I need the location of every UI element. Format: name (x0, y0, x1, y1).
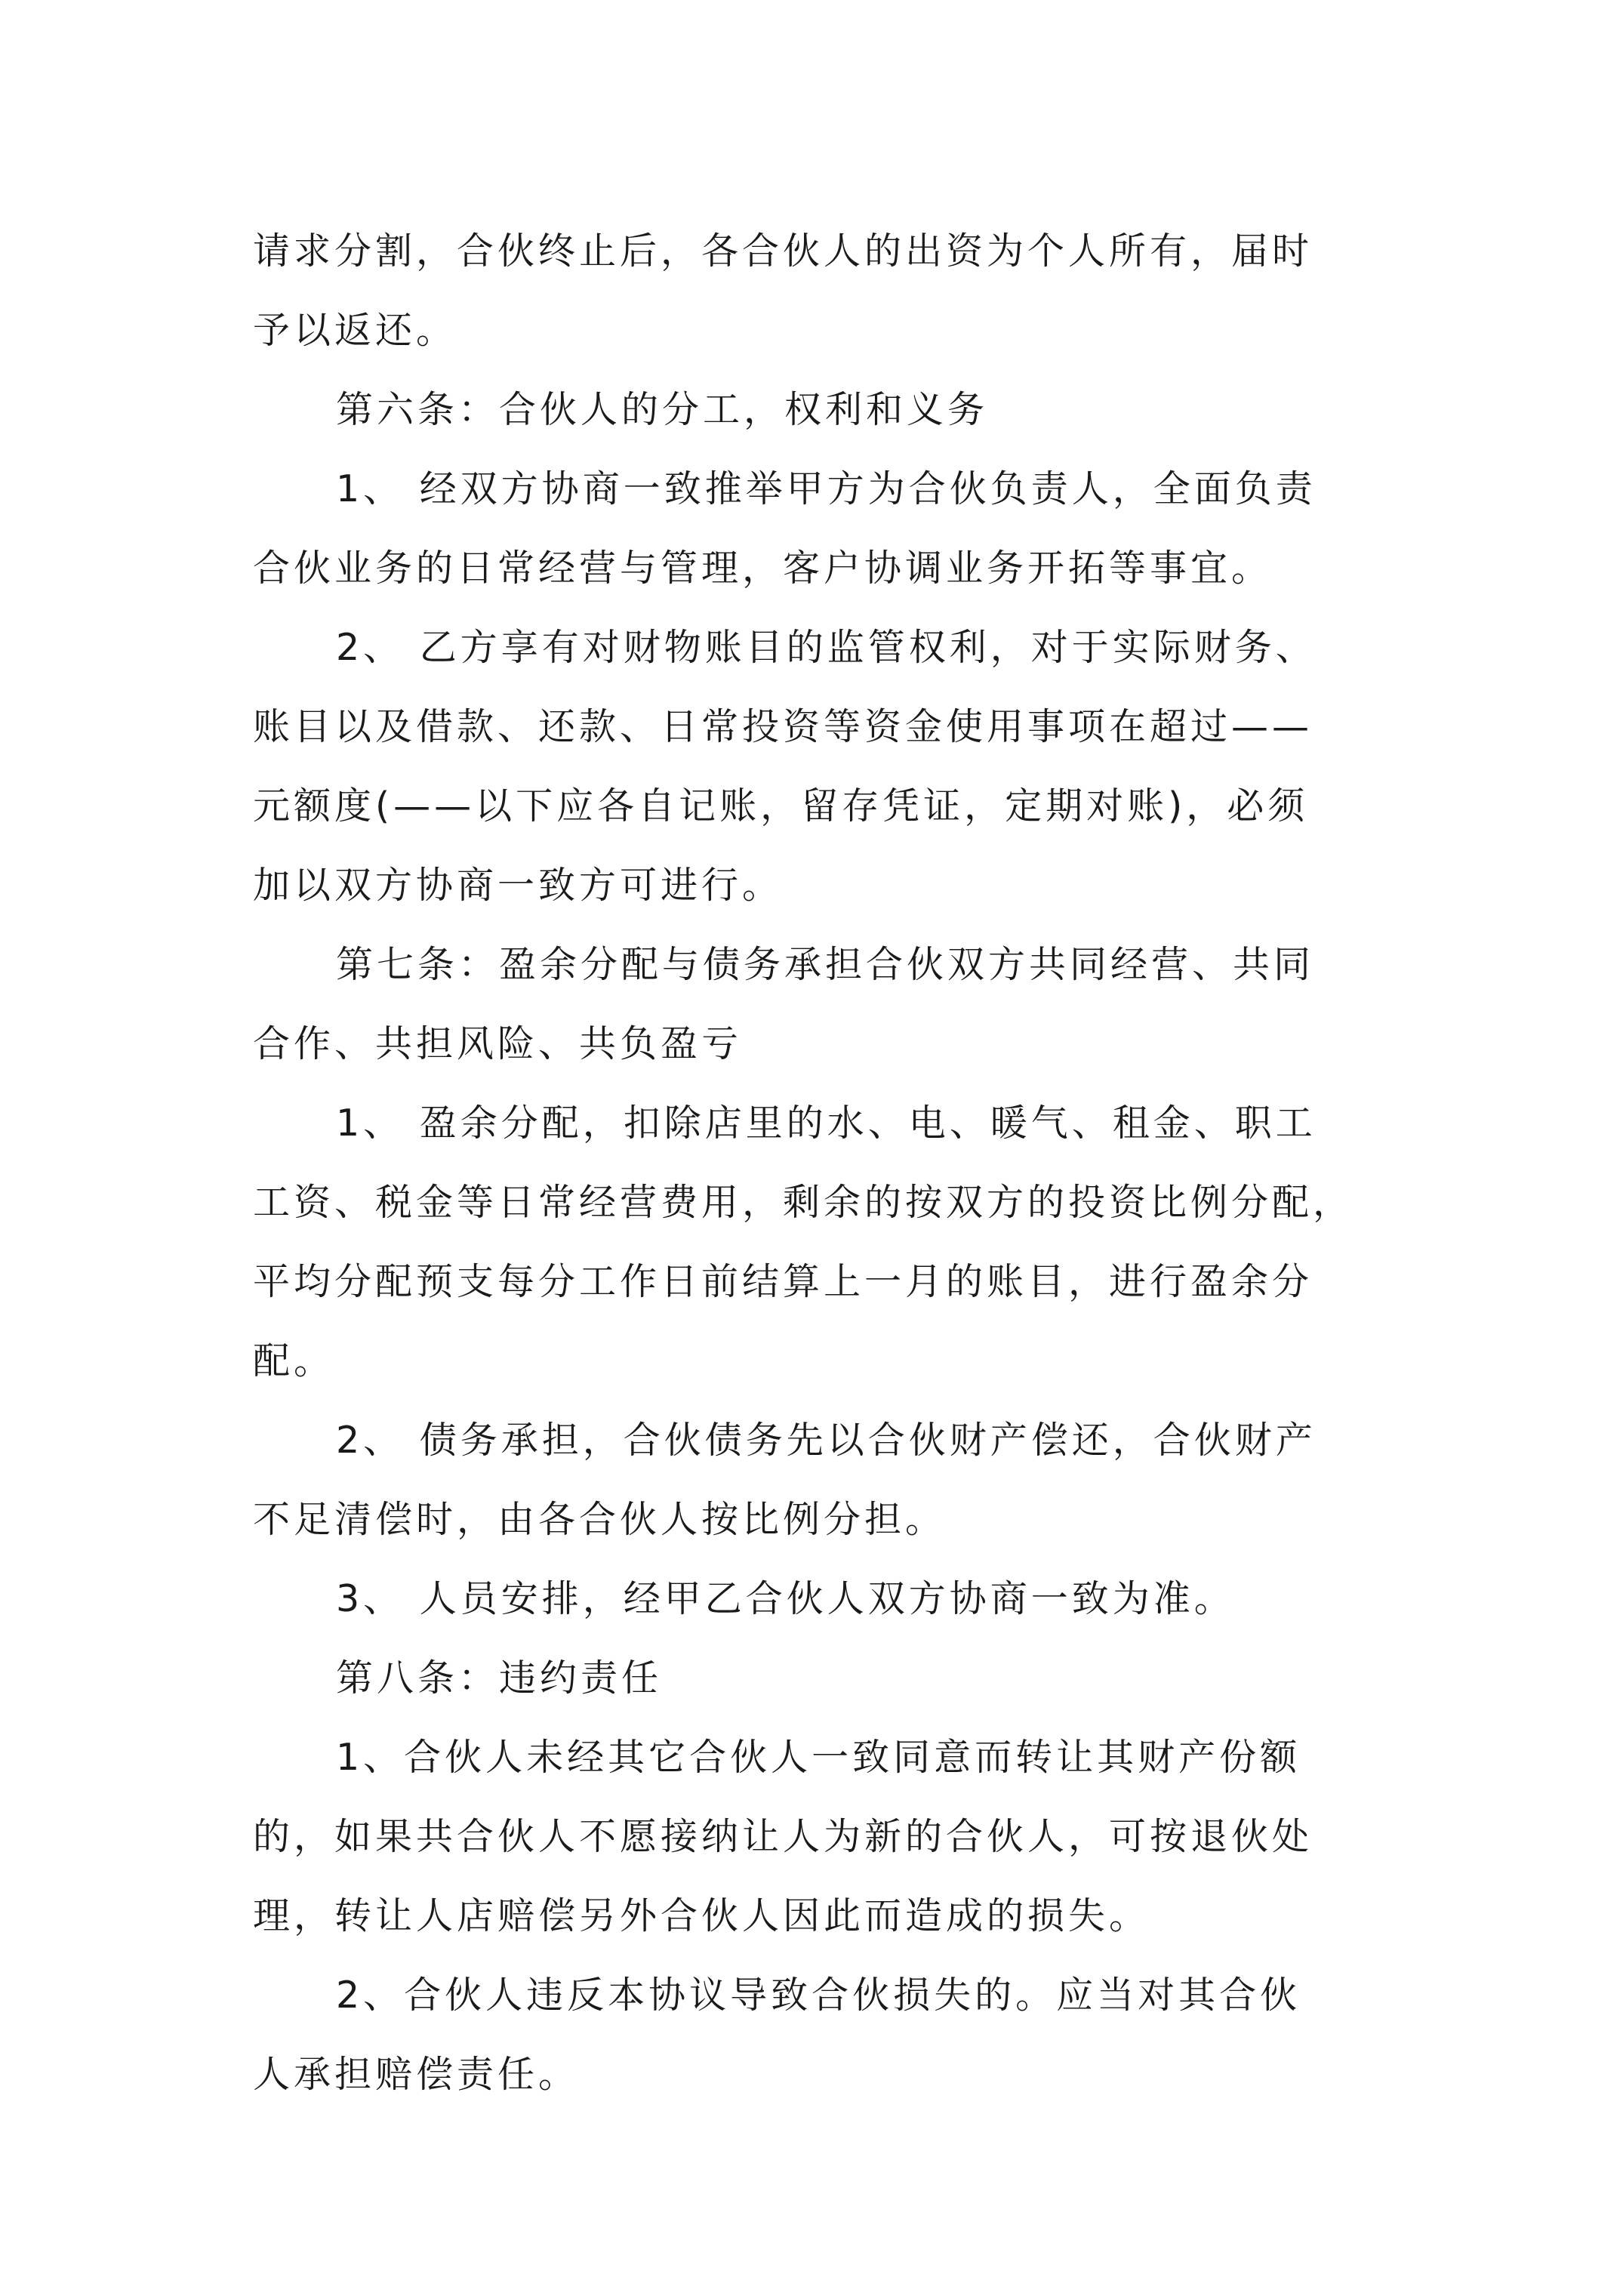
text-line: 1、 盈余分配，扣除店里的水、电、暖气、租金、职工 (336, 1102, 1317, 1145)
text-line: 加以双方协商一致方可进行。 (253, 864, 784, 907)
text-line: 工资、税金等日常经营费用，剩余的按双方的投资比例分配， (253, 1181, 1354, 1224)
article-heading: 第八条：违约责任 (336, 1657, 663, 1700)
text-line: 2、 债务承担，合伙债务先以合伙财产偿还，合伙财产 (336, 1419, 1317, 1462)
text-line: 理，转让人店赔偿另外合伙人因此而造成的损失。 (253, 1894, 1150, 1937)
text-line: 1、 经双方协商一致推举甲方为合伙负责人，全面负责 (336, 467, 1317, 510)
text-line: 的，如果共合伙人不愿接纳让人为新的合伙人，可按退伙处 (253, 1815, 1313, 1858)
text-line: 账目以及借款、还款、日常投资等资金使用事项在超过—— (253, 705, 1313, 748)
text-line: 予以返还。 (253, 309, 457, 352)
text-line: 人承担赔偿责任。 (253, 2053, 580, 2096)
text-line: 1、合伙人未经其它合伙人一致同意而转让其财产份额 (336, 1736, 1301, 1779)
text-line: 不足清偿时，由各合伙人按比例分担。 (253, 1498, 947, 1541)
text-line: 3、 人员安排，经甲乙合伙人双方协商一致为准。 (336, 1577, 1235, 1620)
text-line: 合伙业务的日常经营与管理，客户协调业务开拓等事宜。 (253, 547, 1273, 590)
text-line: 合作、共担风险、共负盈亏 (253, 1022, 743, 1065)
text-line: 元额度(——以下应各自记账，留存凭证，定期对账)，必须 (253, 784, 1309, 827)
article-heading: 第六条：合伙人的分工，权利和义务 (336, 388, 989, 431)
article-heading: 第七条：盈余分配与债务承担合伙双方共同经营、共同 (336, 943, 1315, 986)
text-line: 请求分割，合伙终止后，各合伙人的出资为个人所有，届时 (253, 230, 1313, 273)
text-line: 平均分配预支每分工作日前结算上一月的账目，进行盈余分 (253, 1260, 1313, 1303)
document-body (253, 211, 1400, 2114)
text-line: 配。 (253, 1339, 335, 1382)
text-line: 2、 乙方享有对财物账目的监管权利，对于实际财务、 (336, 626, 1317, 669)
text-line: 2、合伙人违反本协议导致合伙损失的。应当对其合伙 (336, 1974, 1301, 2017)
